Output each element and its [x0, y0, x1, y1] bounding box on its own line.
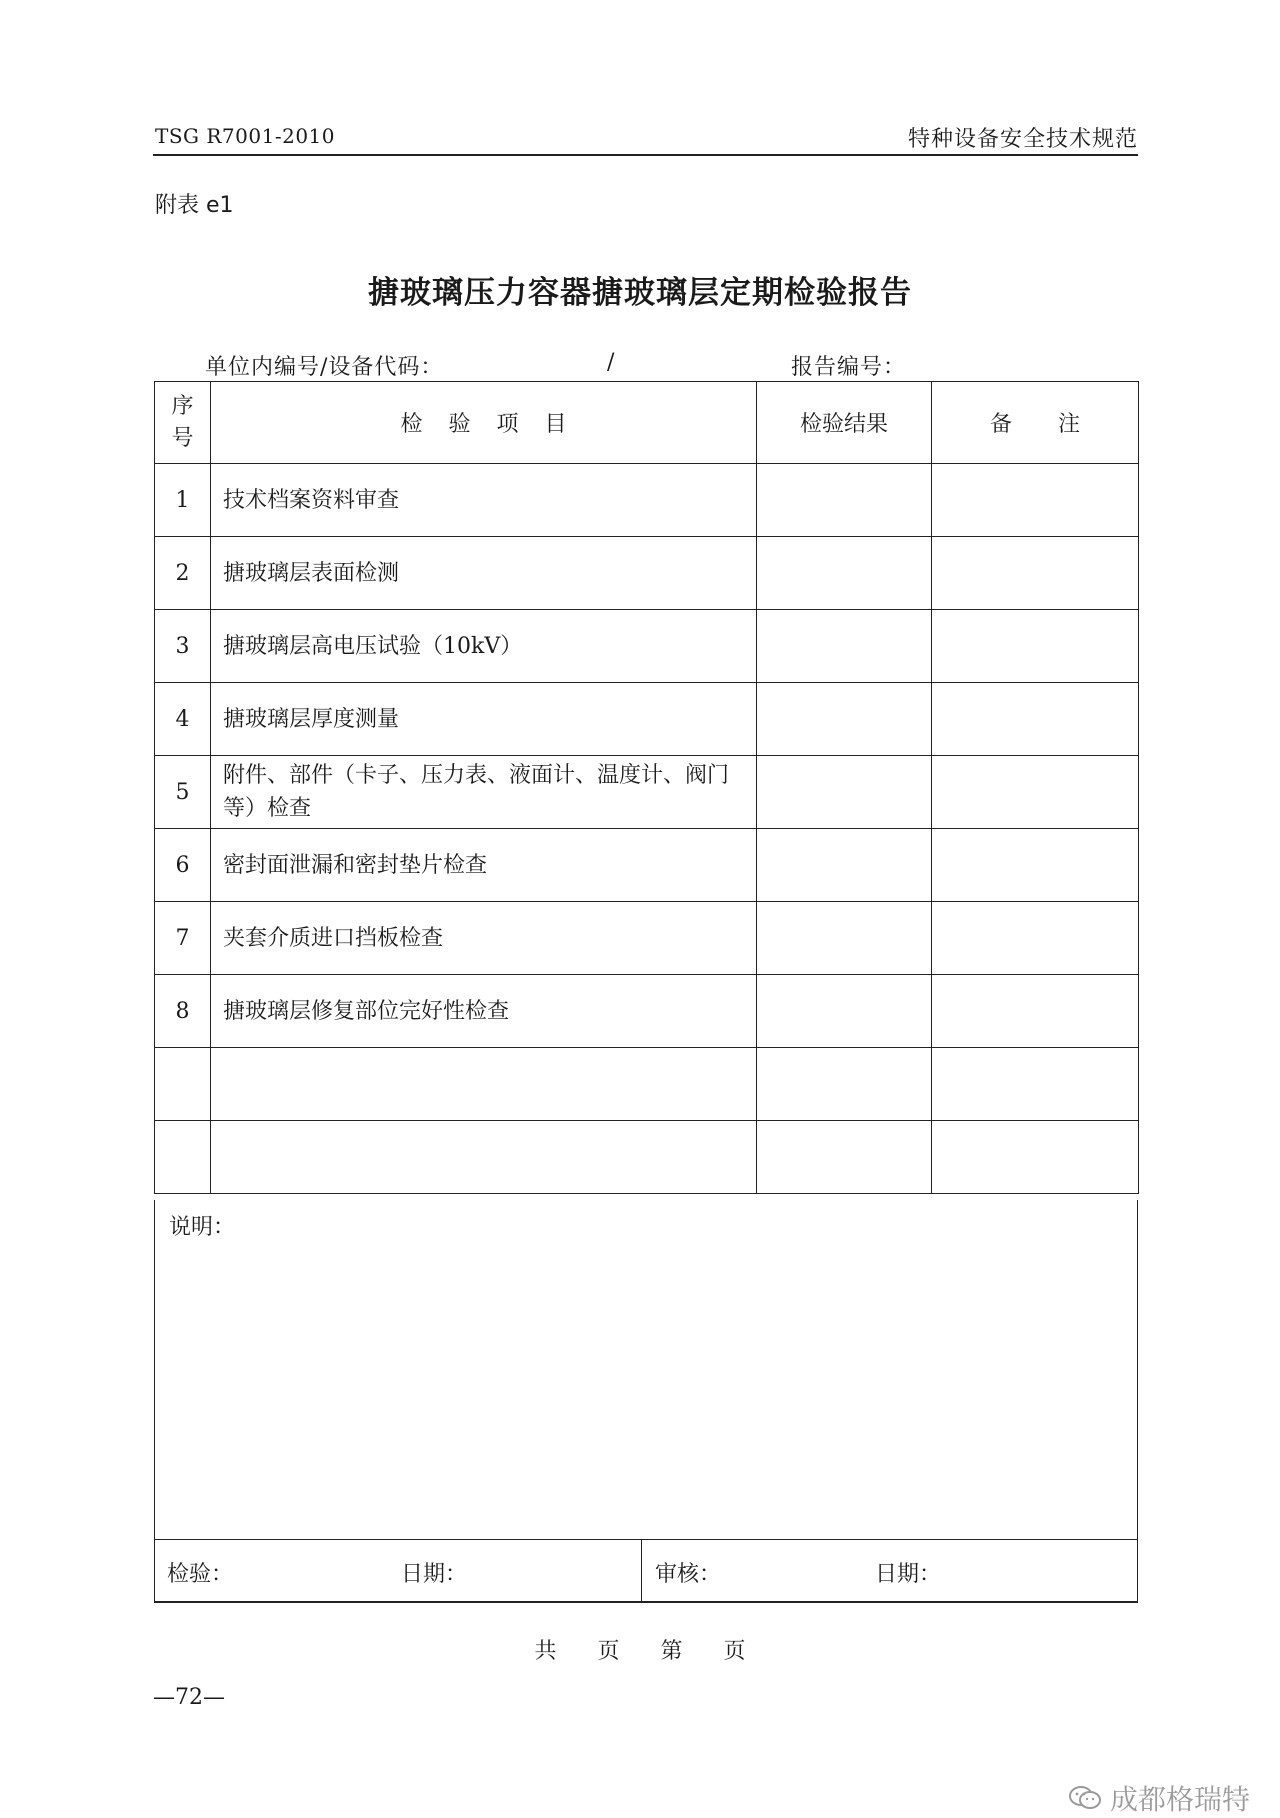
row-remark-cell [932, 902, 1139, 975]
unit-code-slash: / [607, 350, 616, 375]
row-index: 6 [155, 829, 211, 902]
row-item-name: 附件、部件（卡子、压力表、液面计、温度计、阀门等）检查 [211, 756, 757, 829]
row-item-name [211, 1121, 757, 1194]
header-result: 检验结果 [757, 382, 932, 464]
row-index: 7 [155, 902, 211, 975]
header-remark-text: 备注 [989, 412, 1126, 437]
watermark [1068, 1778, 1250, 1818]
unit-code-label: 单位内编号/设备代码： [205, 355, 444, 380]
wechat-icon [1068, 1785, 1102, 1811]
row-result-cell [757, 902, 932, 975]
table-row [155, 683, 1139, 756]
report-title: 搪玻璃压力容器搪玻璃层定期检验报告 [368, 275, 912, 311]
row-index: 4 [155, 683, 211, 756]
row-result-cell [757, 464, 932, 537]
signature-divider [641, 1540, 642, 1601]
row-index: 2 [155, 537, 211, 610]
inspection-table [154, 381, 1139, 1194]
table-row [155, 1121, 1139, 1194]
row-remark-cell [932, 683, 1139, 756]
row-item-name: 搪玻璃层高电压试验（10kV） [211, 610, 757, 683]
row-index [155, 1048, 211, 1121]
row-index: 3 [155, 610, 211, 683]
row-result-cell [757, 1121, 932, 1194]
pager-total: 共 [534, 1639, 557, 1664]
header-rule [153, 154, 1138, 156]
row-remark-cell [932, 464, 1139, 537]
row-result-cell [757, 1048, 932, 1121]
reviewer-label: 审核： [655, 1562, 722, 1587]
table-row [155, 975, 1139, 1048]
header-item [211, 382, 757, 464]
row-item-name: 夹套介质进口挡板检查 [211, 902, 757, 975]
row-remark-cell [932, 537, 1139, 610]
pager-nth: 第 [660, 1639, 683, 1664]
header-remark [932, 382, 1139, 464]
row-remark-cell [932, 1048, 1139, 1121]
row-result-cell [757, 683, 932, 756]
row-result-cell [757, 610, 932, 683]
row-remark-cell [932, 1121, 1139, 1194]
header-category: 特种设备安全技术规范 [907, 127, 1138, 152]
table-header-row [155, 382, 1139, 464]
page-counter [0, 1634, 1280, 1665]
table-row [155, 610, 1139, 683]
table-row [155, 829, 1139, 902]
table-row [155, 756, 1139, 829]
table-row [155, 464, 1139, 537]
header-index-line1: 序 [171, 393, 194, 419]
notes-section [154, 1200, 1138, 1539]
pager-page-2: 页 [723, 1639, 746, 1664]
row-item-name: 搪玻璃层厚度测量 [211, 683, 757, 756]
row-result-cell [757, 756, 932, 829]
attachment-label: 附表 e1 [155, 193, 234, 218]
row-index: 8 [155, 975, 211, 1048]
row-index: 5 [155, 756, 211, 829]
row-index [155, 1121, 211, 1194]
row-index: 1 [155, 464, 211, 537]
row-item-name: 密封面泄漏和密封垫片检查 [211, 829, 757, 902]
watermark-text: 成都格瑞特 [1109, 1783, 1250, 1816]
header-item-text: 检验项目 [400, 412, 593, 437]
row-remark-cell [932, 610, 1139, 683]
table-row [155, 537, 1139, 610]
row-remark-cell [932, 756, 1139, 829]
header-code: TSG R7001-2010 [155, 124, 335, 148]
row-result-cell [757, 975, 932, 1048]
header-index-line2: 号 [171, 425, 194, 451]
row-item-name: 技术档案资料审查 [211, 464, 757, 537]
inspection-date-label: 日期： [401, 1562, 468, 1587]
notes-label: 说明： [169, 1215, 236, 1240]
row-remark-cell [932, 975, 1139, 1048]
pager-page-1: 页 [597, 1639, 620, 1664]
row-item-name [211, 1048, 757, 1121]
header-index [155, 382, 211, 464]
row-remark-cell [932, 829, 1139, 902]
review-date-label: 日期： [875, 1562, 942, 1587]
report-number-label: 报告编号： [791, 355, 907, 380]
row-item-name: 搪玻璃层修复部位完好性检查 [211, 975, 757, 1048]
page-number: —72— [153, 1685, 225, 1710]
row-result-cell [757, 829, 932, 902]
table-row [155, 902, 1139, 975]
inspector-label: 检验： [167, 1562, 234, 1587]
row-item-name: 搪玻璃层表面检测 [211, 537, 757, 610]
table-row [155, 1048, 1139, 1121]
row-result-cell [757, 537, 932, 610]
signature-row [154, 1539, 1138, 1603]
